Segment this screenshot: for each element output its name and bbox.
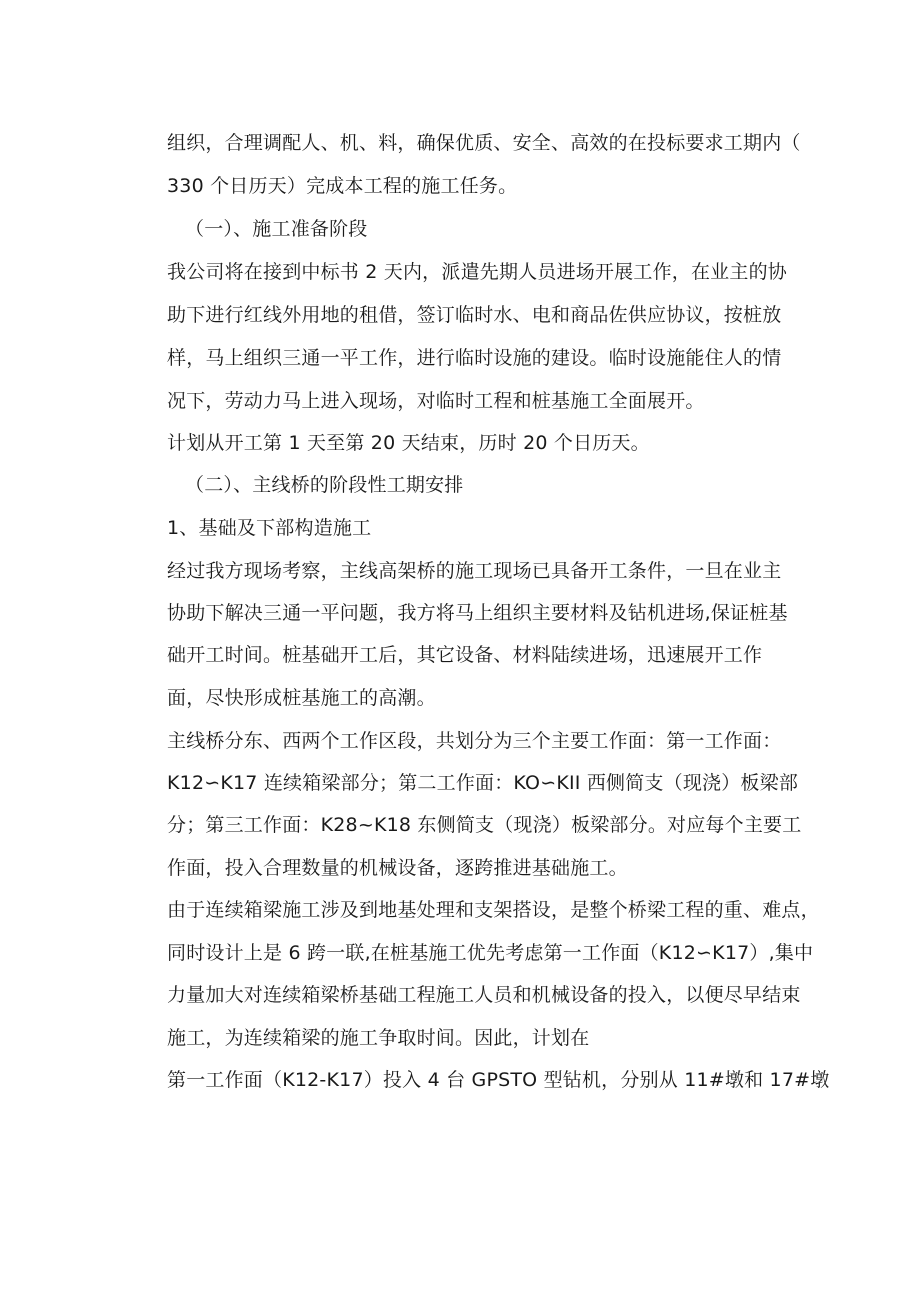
text-line: 由于连续箱梁施工涉及到地基处理和支架搭设，是整个桥梁工程的重、难点，: [167, 899, 820, 921]
section-heading: （一）、施工准备阶段: [185, 218, 368, 240]
text-line: 施工，为连续箱梁的施工争取时间。因此，计划在: [167, 1027, 590, 1049]
text-line: 组织，合理调配人、机、料，确保优质、安全、高效的在投标要求工期内（: [167, 132, 801, 154]
section-heading: （二）、主线桥的阶段性工期安排: [185, 474, 464, 496]
text-line: 计划从开工第 1 天至第 20 天结束，历时 20 个日历天。: [167, 432, 650, 454]
text-line: 样，马上组织三通一平工作，进行临时设施的建设。临时设施能住人的情: [167, 347, 782, 369]
text-line: 第一工作面（K12-K17）投入 4 台 GPSTO 型钻机，分别从 11#墩和 17#墩: [167, 1069, 830, 1091]
text-line: 助下进行红线外用地的租借，签订临时水、电和商品佐供应协议，按桩放: [167, 304, 782, 326]
text-line: 我公司将在接到中标书 2 天内，派遣先期人员进场开展工作，在业主的协: [167, 261, 787, 283]
text-line: 主线桥分东、西两个工作区段，共划分为三个主要工作面：第一工作面：: [167, 730, 782, 752]
text-line: 同时设计上是 6 跨一联,在桩基施工优先考虑第一工作面（K12∽K17）,集中: [167, 942, 814, 964]
text-line: 经过我方现场考察，主线高架桥的施工现场已具备开工条件，一旦在业主: [167, 560, 782, 582]
text-line: 作面，投入合理数量的机械设备，逐跨推进基础施工。: [167, 857, 628, 879]
subsection-heading: 1、基础及下部构造施工: [167, 517, 372, 539]
text-line: K12∽K17 连续箱梁部分；第二工作面：KO∽KII 西侧简支（现浇）板梁部: [167, 772, 799, 794]
text-line: 协助下解决三通一平问题，我方将马上组织主要材料及钻机进场,保证桩基: [167, 602, 788, 624]
text-line: 力量加大对连续箱梁桥基础工程施工人员和机械设备的投入，以便尽早结束: [167, 984, 801, 1006]
text-line: 面，尽快形成桩基施工的高潮。: [167, 687, 436, 709]
text-line: 分；第三工作面：K28~K18 东侧简支（现浇）板梁部分。对应每个主要工: [167, 814, 802, 836]
text-line: 况下，劳动力马上进入现场，对临时工程和桩基施工全面展开。: [167, 390, 705, 412]
text-line: 330 个日历天）完成本工程的施工任务。: [167, 175, 518, 197]
text-line: 础开工时间。桩基础开工后，其它设备、材料陆续进场，迅速展开工作: [167, 644, 763, 666]
